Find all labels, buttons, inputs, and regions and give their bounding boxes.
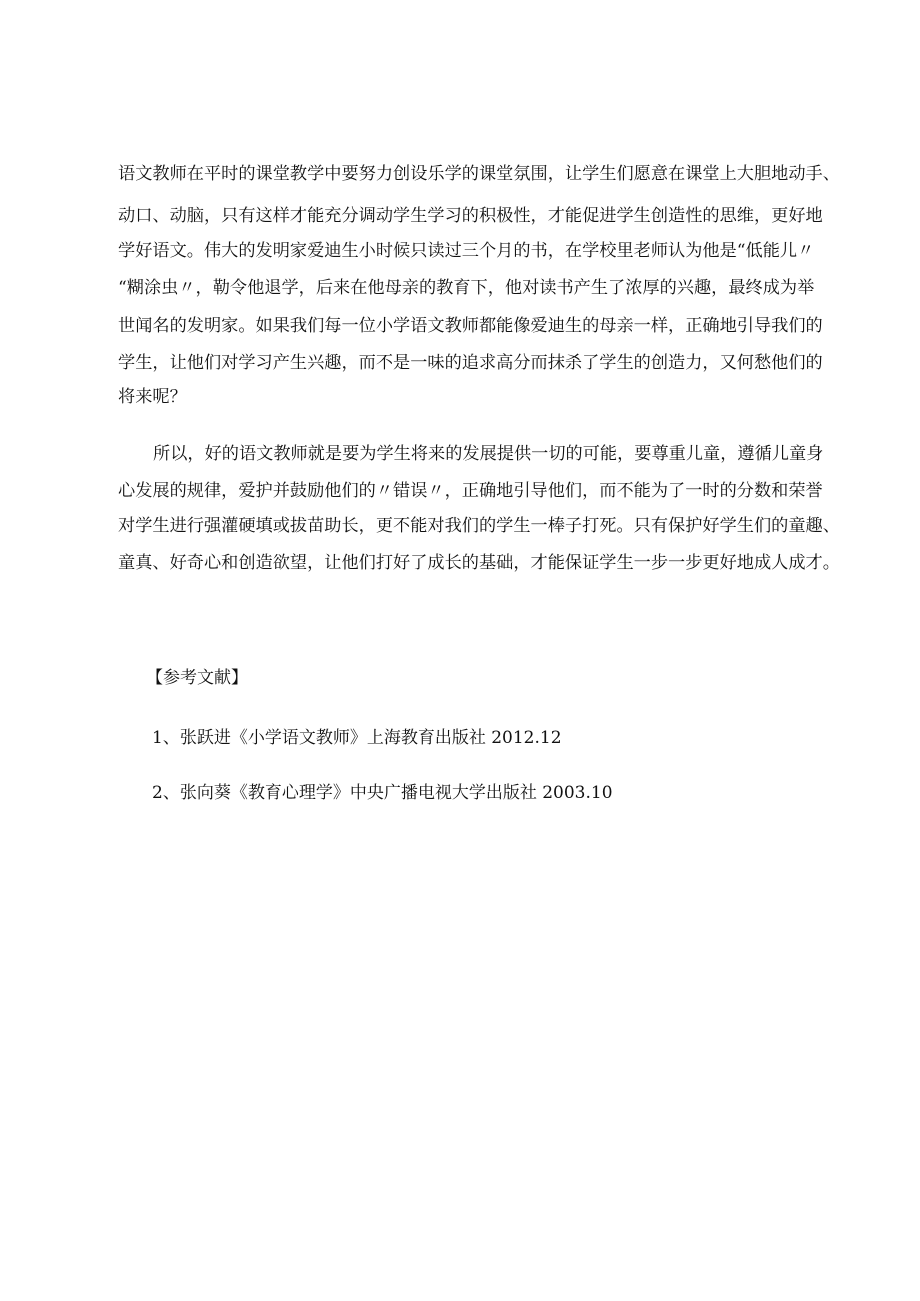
paragraph-1-line: 学生，让他们对学习产生兴趣，而不是一味的追求高分而抹杀了学生的创造力，又何愁他们的 bbox=[118, 353, 823, 373]
paragraph-1-line: 动口、动脑，只有这样才能充分调动学生学习的积极性，才能促进学生创造性的思维，更好地 bbox=[118, 206, 823, 226]
paragraph-2-line: 所以，好的语文教师就是要为学生将来的发展提供一切的可能，要尊重儿童，遵循儿童身 bbox=[153, 444, 824, 464]
paragraph-1-line: 将来呢？ bbox=[118, 387, 187, 407]
paragraph-2-line: 童真、好奇心和创造欲望，让他们打好了成长的基础，才能保证学生一步一步更好地成人成才。 bbox=[118, 553, 840, 573]
paragraph-1-line: “糊涂虫〃，勒令他退学，后来在他母亲的教育下，他对读书产生了浓厚的兴趣，最终成为举 bbox=[118, 278, 815, 298]
paragraph-1-line: 学好语文。伟大的发明家爱迪生小时候只读过三个月的书，在学校里老师认为他是“低能儿〃 bbox=[118, 241, 815, 261]
reference-item: 1、张跃进《小学语文教师》上海教育出版社 2012.12 bbox=[152, 728, 562, 748]
paragraph-1-line: 世闻名的发明家。如果我们每一位小学语文教师都能像爱迪生的母亲一样，正确地引导我们的 bbox=[118, 316, 823, 336]
paragraph-1-line: 语文教师在平时的课堂教学中要努力创设乐学的课堂氛围，让学生们愿意在课堂上大胆地动手、 bbox=[118, 164, 840, 184]
paragraph-2-line: 心发展的规律，爱护并鼓励他们的〃错误〃，正确地引导他们，而不能为了一时的分数和荣誉 bbox=[118, 481, 823, 501]
references-heading: 【参考文献】 bbox=[146, 668, 248, 688]
reference-item: 2、张向葵《教育心理学》中央广播电视大学出版社 2003.10 bbox=[152, 783, 613, 803]
paragraph-2-line: 对学生进行强灌硬填或拔苗助长，更不能对我们的学生一棒子打死。只有保护好学生们的童趣、 bbox=[118, 516, 840, 536]
